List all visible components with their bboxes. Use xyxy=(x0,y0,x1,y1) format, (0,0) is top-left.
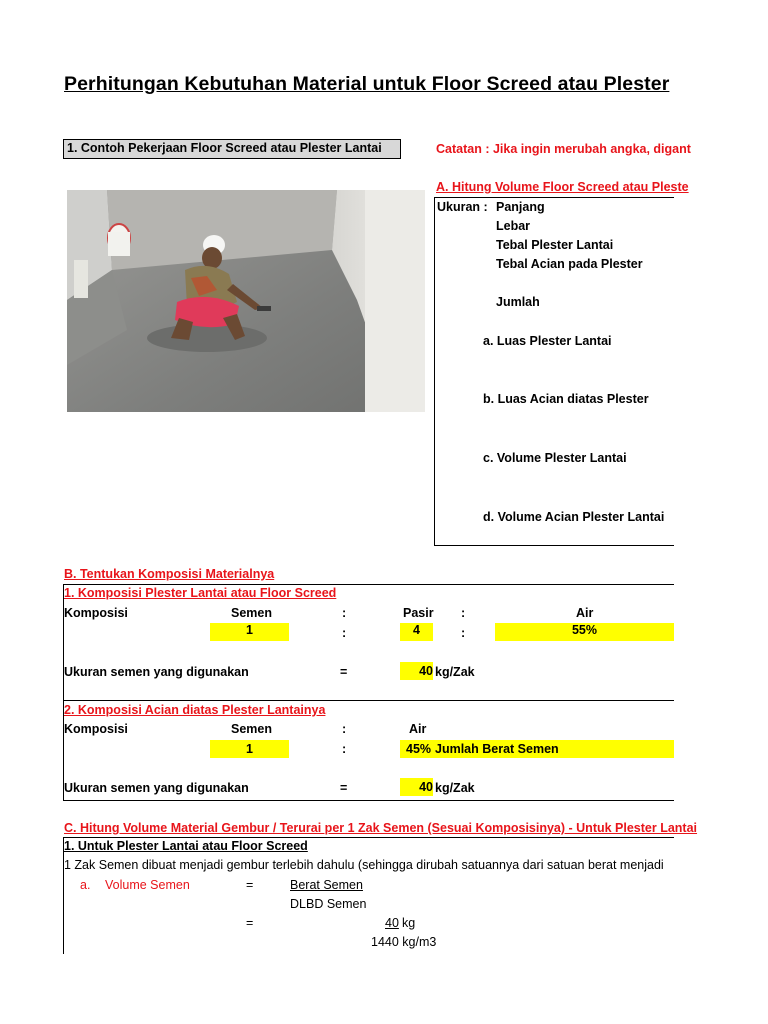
sectionC-numer: Berat Semen xyxy=(290,878,363,892)
sub2-komposisi: Komposisi xyxy=(64,722,128,736)
sectionA-heading: A. Hitung Volume Floor Screed atau Pleste xyxy=(436,180,689,194)
row-tebal-plester: Tebal Plester Lantai xyxy=(496,238,614,252)
sectionC-item-letter: a. xyxy=(80,878,91,892)
sectionC-item-label: Volume Semen xyxy=(105,878,190,892)
sectionB-top-border xyxy=(63,584,674,585)
sub2-colon-2: : xyxy=(342,742,347,756)
sub1-colon-1: : xyxy=(342,606,347,620)
sub1-colon-3: : xyxy=(342,626,347,640)
sub1-ukuran-value[interactable]: 40 xyxy=(400,662,433,680)
section1-box xyxy=(63,139,401,159)
sectionB-heading: B. Tentukan Komposisi Materialnya xyxy=(64,567,275,581)
sub1-semen-value[interactable]: 1 xyxy=(210,623,289,641)
section1-label: 1. Contoh Pekerjaan Floor Screed atau Plester Lantai xyxy=(67,141,382,155)
sub-divider xyxy=(63,700,674,701)
row-panjang: Panjang xyxy=(496,200,545,214)
sub2-ukuran-label: Ukuran semen yang digunakan xyxy=(64,781,249,795)
item-b: b. Luas Acian diatas Plester xyxy=(483,392,649,406)
sub1-colon-2: : xyxy=(461,606,466,620)
sub1-ukuran-label: Ukuran semen yang digunakan xyxy=(64,665,249,679)
sub2-unit: kg/Zak xyxy=(435,781,475,795)
sectionC-val-num: 40 xyxy=(385,916,399,930)
ukuran-label: Ukuran : xyxy=(437,200,488,214)
sectionC-desc: 1 Zak Semen dibuat menjadi gembur terlebih dahulu (sehingga dirubah satuannya dari satuan berat menjadi xyxy=(64,858,664,872)
sub1-unit: kg/Zak xyxy=(435,665,475,679)
sectionC-denom: DLBD Semen xyxy=(290,897,367,911)
row-tebal-acian: Tebal Acian pada Plester xyxy=(496,257,643,271)
item-c: c. Volume Plester Lantai xyxy=(483,451,627,465)
sub2-air-value: 45% xyxy=(406,742,432,756)
sectionA-left-border xyxy=(434,197,435,546)
sub2-air-cell[interactable] xyxy=(400,740,674,758)
sub2-semen-header: Semen xyxy=(231,722,272,736)
sub1-air-value[interactable]: 55% xyxy=(495,623,674,641)
sectionA-bottom-border xyxy=(434,545,674,546)
row-lebar: Lebar xyxy=(496,219,531,233)
sub1-semen-header: Semen xyxy=(231,606,272,620)
sub2-colon-1: : xyxy=(342,722,347,736)
sectionC-top-border xyxy=(63,837,674,838)
work-photo xyxy=(67,190,425,412)
sub2-semen-value[interactable]: 1 xyxy=(210,740,289,758)
sub2-ukuran-value[interactable]: 40 xyxy=(400,778,433,796)
sub2-heading: 2. Komposisi Acian diatas Plester Lantainya xyxy=(64,703,326,717)
item-d: d. Volume Acian Plester Lantai xyxy=(483,510,665,524)
sub2-air-header: Air xyxy=(409,722,427,736)
note-text: Catatan : Jika ingin merubah angka, digant xyxy=(436,142,691,156)
sectionC-left-border xyxy=(63,837,64,954)
sectionB-bottom-border xyxy=(63,800,674,801)
sectionC-eq-2: = xyxy=(246,916,254,930)
item-a: a. Luas Plester Lantai xyxy=(483,334,612,348)
sub2-air-note: Jumlah Berat Semen xyxy=(435,742,559,756)
floor-screed-illustration xyxy=(67,190,425,412)
sub1-komposisi: Komposisi xyxy=(64,606,128,620)
sectionC-val-num-unit: kg xyxy=(402,916,416,930)
page-title: Perhitungan Kebutuhan Material untuk Floor Screed atau Plester xyxy=(64,73,670,95)
sub1-air-header: Air xyxy=(576,606,594,620)
sectionA-top-border xyxy=(434,197,674,198)
sub1-pasir-value[interactable]: 4 xyxy=(400,623,433,641)
sub1-colon-4: : xyxy=(461,626,466,640)
sectionC-heading: C. Hitung Volume Material Gembur / Terurai per 1 Zak Semen (Sesuai Komposisinya) - Untuk Plester Lantai xyxy=(64,821,698,835)
sub1-pasir-header: Pasir xyxy=(403,606,434,620)
row-jumlah: Jumlah xyxy=(496,295,540,309)
sectionC-eq-1: = xyxy=(246,878,254,892)
sectionC-sub1: 1. Untuk Plester Lantai atau Floor Screed xyxy=(64,839,308,853)
sectionC-val-den: 1440 kg/m3 xyxy=(371,935,437,949)
sub1-eq: = xyxy=(340,665,348,679)
sub2-eq: = xyxy=(340,781,348,795)
sub1-heading: 1. Komposisi Plester Lantai atau Floor Screed xyxy=(64,586,337,600)
